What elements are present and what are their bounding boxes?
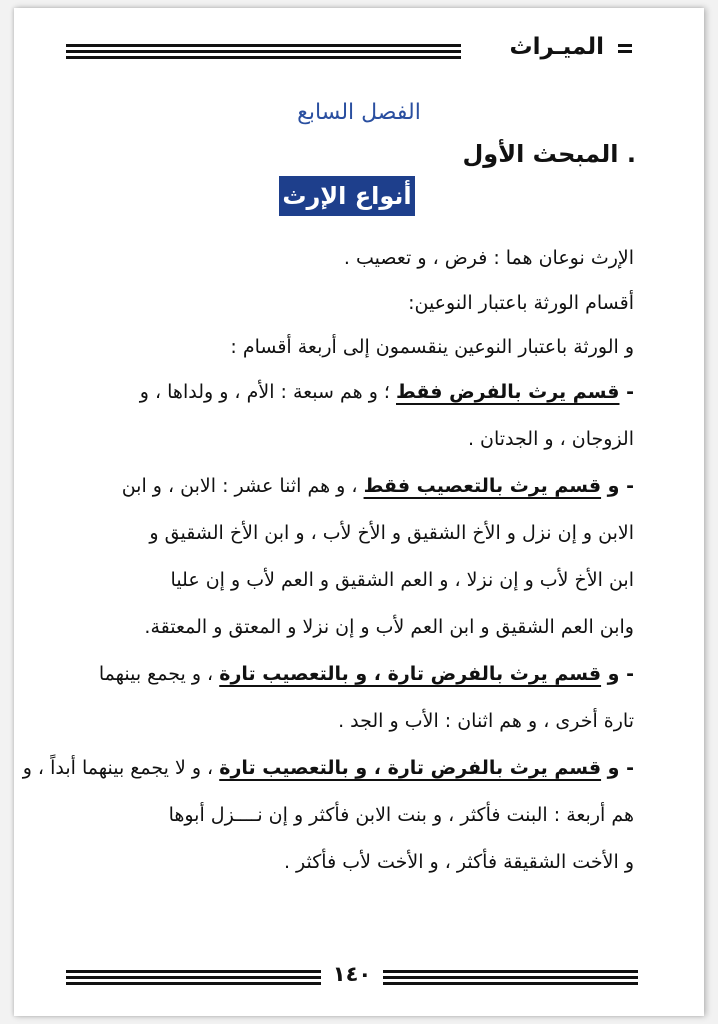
body-text — [22, 236, 634, 886]
bold-heading: قسم يرث بالفرض فقط — [396, 381, 620, 403]
paragraph: الابن و إن نزل و الأخ الشقيق و الأخ لأب ، و ابن الأخ الشقيق و — [149, 522, 634, 544]
paragraph: ابن الأخ لأب و إن نزلا ، و العم الشقيق و العم لأب و إن عليا — [170, 569, 634, 591]
paragraph: هم أربعة : البنت فأكثر ، و بنت الابن فأكثر و إن نــــزل أبوها — [168, 804, 634, 826]
paragraph-text: ، و هم اثنا عشر : الابن ، و ابن — [121, 475, 364, 497]
bold-heading: قسم يرث بالفرض تارة ، و بالتعصيب تارة — [219, 663, 602, 685]
bullet-dash: - و — [601, 475, 634, 497]
bullet-dash: - و — [601, 757, 634, 779]
paragraph: أقسام الورثة باعتبار النوعين: — [408, 292, 634, 314]
paragraph — [66, 651, 634, 698]
book-page — [14, 8, 704, 1016]
paragraph — [66, 463, 634, 510]
page-header — [66, 34, 632, 74]
paragraph-text: ، و يجمع بينهما — [98, 663, 220, 685]
section-title: المبحث الأول . — [462, 140, 636, 168]
header-title: الميـراث — [509, 34, 604, 60]
paragraph-text: ؛ و هم سبعة : الأم ، و ولداها ، و — [139, 381, 396, 403]
header-marker — [618, 44, 632, 56]
chapter-title: الفصل السابع — [297, 100, 421, 125]
paragraph: و الورثة باعتبار النوعين ينقسمون إلى أربعة أقسام : — [230, 336, 634, 358]
header-rule — [66, 44, 461, 62]
paragraph — [22, 745, 634, 792]
paragraph — [66, 369, 634, 416]
topic-title: أنواع الإرث — [279, 176, 415, 216]
footer-rule-right — [383, 970, 638, 988]
page-footer — [66, 962, 638, 990]
paragraph-text: ، و لا يجمع بينهما أبداً ، و — [22, 757, 220, 779]
page-number: ١٤٠ — [332, 962, 372, 986]
paragraph: وابن العم الشقيق و ابن العم لأب و إن نزلا و المعتق و المعتقة. — [144, 616, 634, 638]
paragraph: و الأخت الشقيقة فأكثر ، و الأخت لأب فأكثر . — [283, 851, 634, 873]
bullet-dash: - و — [601, 663, 634, 685]
paragraph: الإرث نوعان هما : فرض ، و تعصيب . — [343, 247, 634, 269]
paragraph: الزوجان ، و الجدتان . — [467, 428, 634, 450]
bullet-dash: - — [619, 381, 634, 403]
bold-heading: قسم يرث بالفرض تارة ، و بالتعصيب تارة — [219, 757, 602, 779]
paragraph: تارة أخرى ، و هم اثنان : الأب و الجد . — [338, 710, 634, 732]
bold-heading: قسم يرث بالتعصيب فقط — [363, 475, 602, 497]
